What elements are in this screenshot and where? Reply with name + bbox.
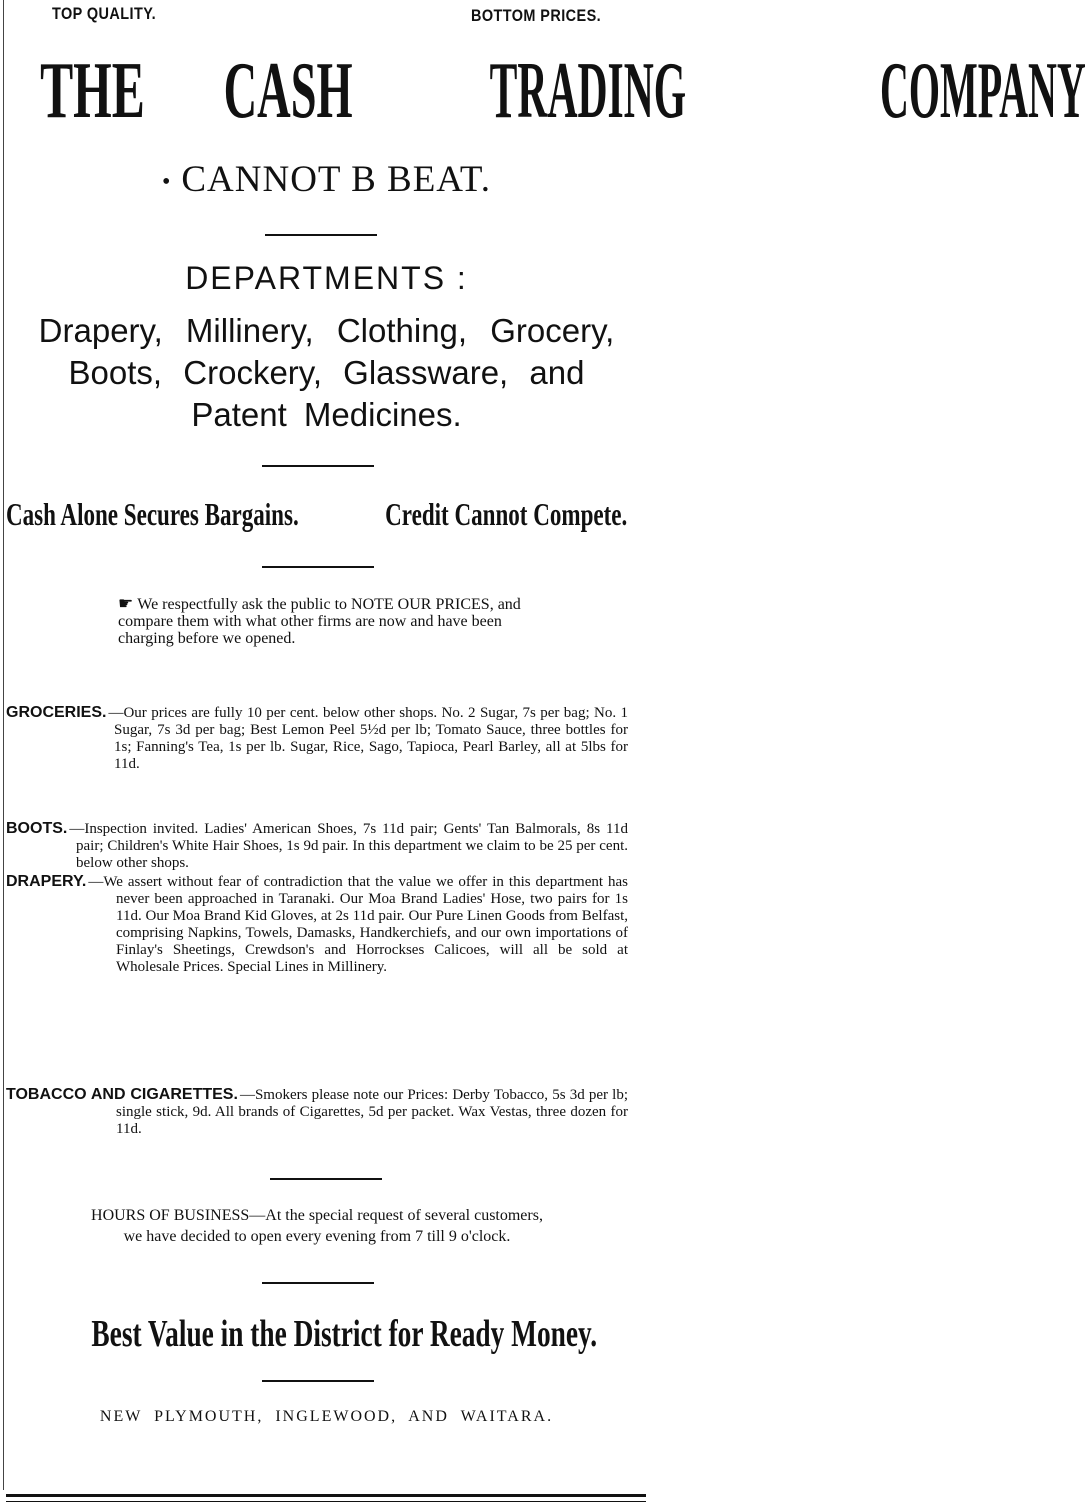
pointing-hand-icon: ☛ bbox=[118, 594, 134, 613]
divider bbox=[270, 1178, 382, 1180]
best-value-slogan: Best Value in the District for Ready Money. bbox=[91, 1313, 598, 1355]
hours-of-business bbox=[6, 1205, 628, 1247]
drapery-heading: DRAPERY. bbox=[6, 873, 87, 890]
company-word-cash: CASH bbox=[223, 47, 353, 135]
tagline-text: CANNOT B BEAT. bbox=[181, 159, 492, 200]
departments-line: Drapery, Millinery, Clothing, Grocery, bbox=[38, 312, 615, 349]
boots-heading: BOOTS. bbox=[6, 820, 68, 837]
column-border bbox=[3, 0, 4, 1490]
top-row bbox=[0, 4, 653, 30]
divider bbox=[262, 1380, 374, 1382]
boots-section bbox=[6, 820, 628, 872]
slogan-credit: Credit Cannot Compete. bbox=[384, 496, 627, 532]
bottom-border bbox=[6, 1501, 646, 1502]
hours-line: we have decided to open every evening from 7 till 9 o'clock. bbox=[123, 1228, 511, 1245]
divider bbox=[262, 566, 374, 568]
bottom-prices-label: BOTTOM PRICES. bbox=[470, 6, 601, 25]
hours-line: HOURS OF BUSINESS—At the special request of several customers, bbox=[91, 1207, 543, 1224]
departments-line: Boots, Crockery, Glassware, and bbox=[68, 354, 585, 391]
drapery-section bbox=[6, 873, 628, 976]
departments-title: DEPARTMENTS : bbox=[185, 260, 468, 296]
notice-text: We respectfully ask the public to NOTE OUR PRICES, and compare them with what other firms are now and have been charging before we opened. bbox=[118, 596, 521, 647]
company-word-the: THE bbox=[40, 47, 145, 135]
tobacco-heading: TOBACCO AND CIGARETTES. bbox=[6, 1086, 238, 1103]
company-name bbox=[8, 47, 1086, 135]
boots-text: —Inspection invited. Ladies' American Shoes, 7s 11d pair; Gents' Tan Balmorals, 8s 11d pair; Children's White Hair Shoes, 1s 9d pair. In this department we claim to be 25 per cent. below other shops. bbox=[69, 821, 628, 871]
tobacco-text: —Smokers please note our Prices: Derby Tobacco, 5s 3d per lb; single stick, 9d. All brands of Cigarettes, 5d per packet. Wax Vestas, three dozen for 11d. bbox=[116, 1087, 628, 1137]
divider bbox=[265, 234, 377, 236]
groceries-heading: GROCERIES. bbox=[6, 704, 107, 721]
departments-line: Patent Medicines. bbox=[191, 396, 462, 433]
company-word-trading: TRADING bbox=[489, 47, 687, 135]
groceries-section bbox=[6, 704, 628, 773]
slogan-cash: Cash Alone Secures Bargains. bbox=[6, 496, 299, 532]
drapery-text: —We assert without fear of contradiction that the value we offer in this department has never been approached in Taranaki. Our Moa Brand Ladies' Hose, two pairs for 1s 11d. Our Moa Brand Kid Gloves, at 2s 11d pair. Our Pure Linen Goods from Belfast, comprising Napkins, Towels, Damasks, Handkerchiefs, and our own importations of Finlay's Sheetings, Crewdson's and Horrockses Calicoes, will all be sold at Wholesale Prices. Special Lines in Millinery. bbox=[88, 874, 628, 975]
notice-paragraph bbox=[118, 595, 528, 647]
tobacco-section bbox=[6, 1086, 628, 1138]
towns-list: NEW PLYMOUTH, INGLEWOOD, AND WAITARA. bbox=[99, 1408, 554, 1425]
divider bbox=[262, 1282, 374, 1284]
bullet-icon: • bbox=[161, 169, 172, 196]
company-word-company: COMPANY bbox=[879, 47, 1086, 135]
top-quality-label: TOP QUALITY. bbox=[52, 4, 157, 23]
divider bbox=[262, 465, 374, 467]
tagline bbox=[0, 158, 653, 201]
groceries-text: —Our prices are fully 10 per cent. below other shops. No. 2 Sugar, 7s per bag; No. 1 Sugar, 7s 3d per bag; Best Lemon Peel 5½d per lb; Tomato Sauce, three bottles for 1s; Fanning's Tea, 1s per lb. Sugar, Rice, Sago, Tapioca, Pearl Barley, all at 5lbs for 11d. bbox=[108, 705, 628, 772]
bottom-border bbox=[6, 1494, 646, 1497]
